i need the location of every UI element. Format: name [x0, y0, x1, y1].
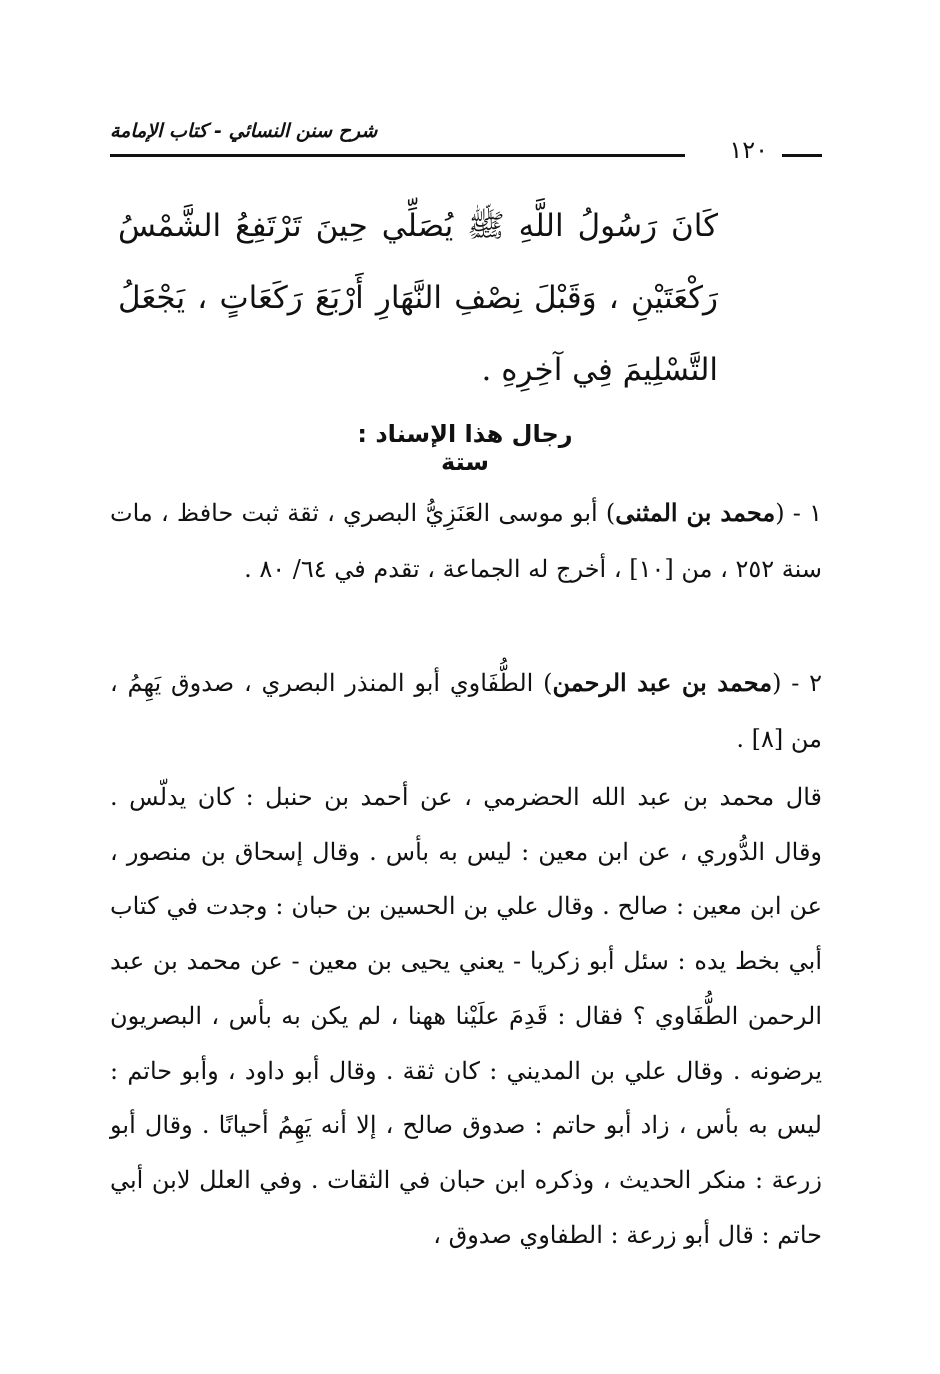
book-title: شرح سنن النسائي - كتاب الإمامة [110, 120, 378, 142]
narrator-details: ) أبو موسى العَنَزِيُّ البصري ، ثقة ثبت حافظ ، مات سنة ٢٥٢ ، من [١٠] ، أخرج له الجماعة ، تقدم في ٦٤/ ٨٠ . [110, 499, 822, 583]
page-number: ١٢٠ [729, 136, 768, 164]
narrator-entry [110, 485, 822, 597]
narrator-details: ) الطُّفَاوي أبو المنذر البصري ، صدوق يَهِمُ ، من [٨] . [110, 669, 822, 753]
narrator-entry [110, 655, 822, 767]
section-heading: رجال هذا الإسناد : ستة [357, 420, 573, 476]
entry-prefix: ٢ - ( [772, 669, 823, 697]
header-dash [782, 154, 822, 157]
header-rule [110, 154, 685, 157]
hadith-text: كَانَ رَسُولُ اللَّهِ ﷺ يُصَلِّي حِينَ تَرْتَفِعُ الشَّمْسُ رَكْعَتَيْنِ ، وَقَبْلَ نِصْفِ النَّهَارِ أَرْبَعَ رَكَعَاتٍ ، يَجْعَلُ التَّسْلِيمَ فِي آخِرِهِ . [118, 208, 718, 388]
narrator-name: محمد بن عبد الرحمن [552, 668, 773, 697]
running-header [100, 118, 830, 166]
commentary-paragraph: قال محمد بن عبد الله الحضرمي ، عن أحمد بن حنبل : كان يدلّس . وقال الدُّوري ، عن ابن معين : ليس به بأس . وقال إسحاق بن منصور ، عن ابن معين : صالح . وقال علي بن الحسين بن حبان : وجدت في كتاب أبي بخط يده : سئل أبو زكريا - يعني يحيى بن معين - عن محمد بن عبد الرحمن الطُّفَاوي ؟ فقال : قَدِمَ علَيْنا ههنا ، لم يكن به بأس ، البصريون يرضونه . وقال علي بن المديني : كان ثقة . وقال أبو داود ، وأبو حاتم : ليس به بأس ، زاد أبو حاتم : صدوق صالح ، إلا أنه يَهِمُ أحيانًا . وقال أبو زرعة : منكر الحديث ، وذكره ابن حبان في الثقات . وفي العلل لابن أبي حاتم : قال أبو زرعة : الطفاوي صدوق ، [110, 783, 822, 1249]
entry-prefix: ١ - ( [775, 499, 823, 527]
narrator-name: محمد بن المثنى [615, 498, 776, 527]
